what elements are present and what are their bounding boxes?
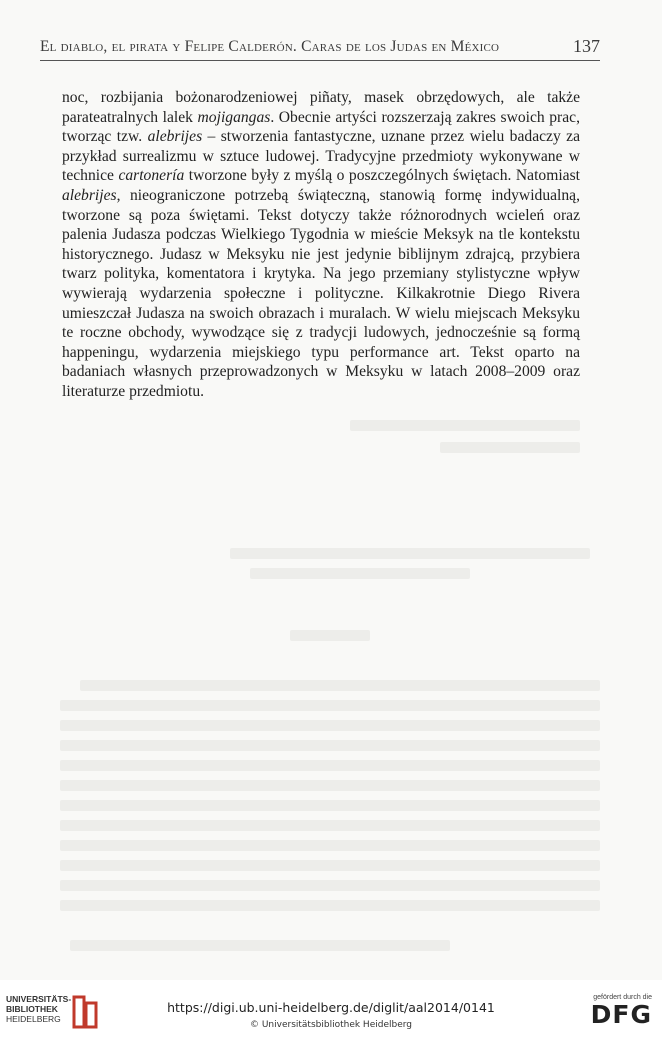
page-number: 137 xyxy=(573,36,600,56)
italic-term: alebrijes xyxy=(147,128,203,146)
italic-term: cartonería xyxy=(118,167,185,185)
digitization-footer xyxy=(0,980,662,1037)
text-run: , nieograniczone potrzebą świąteczną, stanowią formę indywidualną, tworzone są poza świętami. Tekst dotyczy także różnorodnych wcieleń oraz palenia Judasza podczas Wielkiego Tygodnia w mieście Meksyk na tle kontekstu historycznego. Judasz w Meksyku nie jest jedynie biblijnym zdrajcą, przybiera twarz polityka, komentatora i krytyka. Na jego przemiany stylistyczne wpływ wywierają wydarzenia społeczne i polityczne. Kilkakrotnie Diego Rivera umieszczał Judasza na swoich obrazach i muralach. W wielu miejscach Meksyku te roczne obchody, wywodzące się z tradycji ludowych, jednocześnie są formą happeningu, wydarzenia miejskiego typu performance art. Tekst oparto na badaniach własnych przeprowadzonych w Meksyku w latach 2008–2009 oraz literaturze przedmiotu. xyxy=(62,186,580,400)
text-run: . Obecnie artyści rozszerzają zakres swoich prac, tworząc tzw. xyxy=(62,108,580,146)
funded-by-label: gefördert durch die xyxy=(593,994,652,1001)
abstract-paragraph xyxy=(62,88,580,402)
copyright-notice: © Universitätsbibliothek Heidelberg xyxy=(249,1020,412,1030)
permalink-url[interactable]: https://digi.ub.uni-heidelberg.de/diglit/aal2014/0141 xyxy=(167,1000,495,1015)
library-city: HEIDELBERG xyxy=(6,1013,61,1024)
text-run: noc, rozbijania bożonarodzeniowej piñaty, masek obrzędowych, ale także parateatralnych lalek xyxy=(62,89,580,126)
text-run: tworzone były z myślą o poszczególnych świętach. Natomiast xyxy=(184,167,580,185)
italic-term: alebrijes xyxy=(62,186,117,204)
dfg-logo: DFG xyxy=(590,1000,652,1029)
running-head xyxy=(40,36,600,61)
running-title: El diablo, el pirata y Felipe Calderón. Caras de los Judas en México xyxy=(40,38,500,55)
text-run: – stworzenia fantastyczne, uznane przez wielu badaczy za przykład surrealizmu w sztuce ludowej. Tradycyjne przedmioty wykonywane w technice xyxy=(62,128,580,185)
library-name-line2: BIBLIOTHEK xyxy=(6,1003,58,1014)
dfg-funding-badge[interactable] xyxy=(590,994,652,1034)
italic-term: mojigangas xyxy=(197,108,271,126)
library-name-line1: UNIVERSITÄTS- xyxy=(6,994,72,1004)
